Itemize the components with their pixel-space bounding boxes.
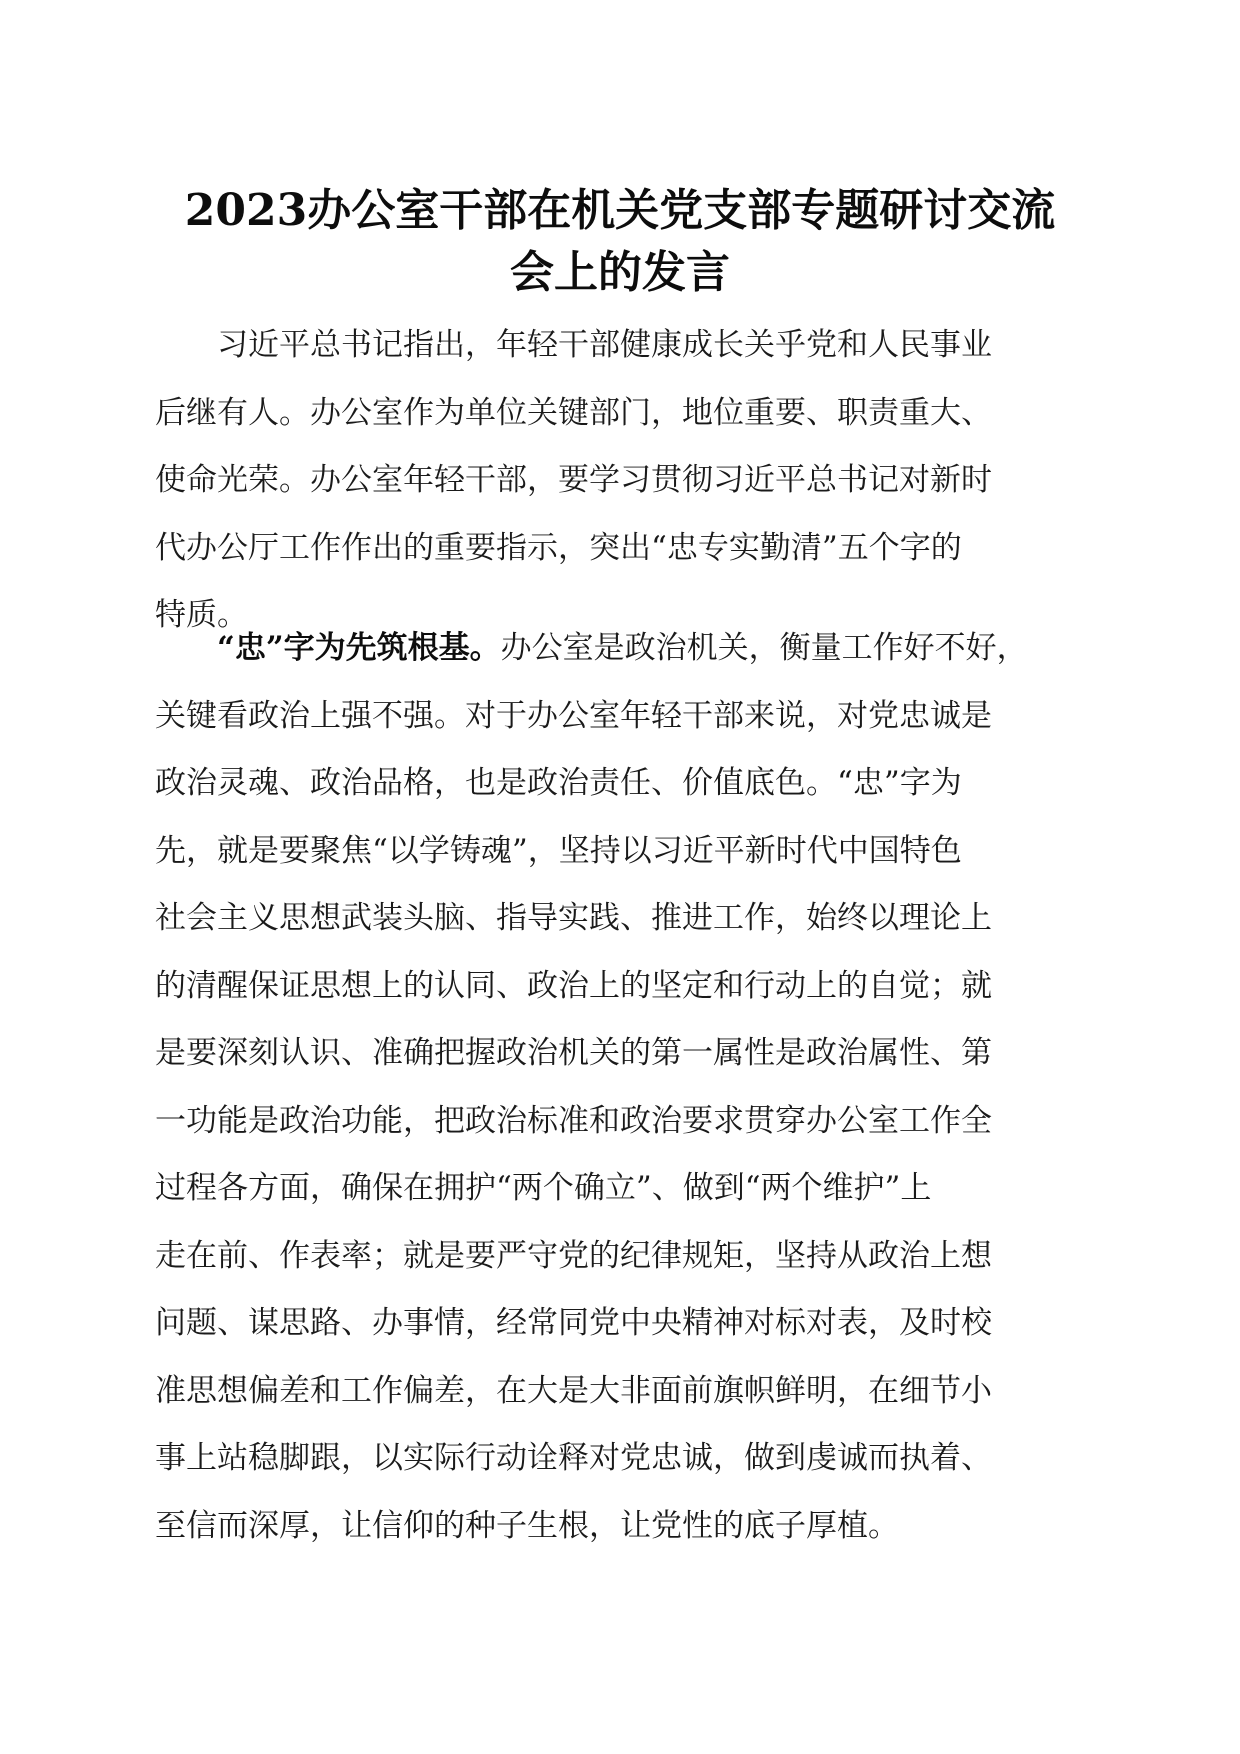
text-line: 一功能是政治功能，把政治标准和政治要求贯穿办公室工作全 <box>155 1102 992 1139</box>
paragraph-loyalty <box>155 615 1080 1560</box>
text-line: 后继有人。办公室作为单位关键部门，地位重要、职责重大、 <box>155 394 992 431</box>
paragraph-intro <box>155 312 1080 650</box>
text-line: 先，就是要聚焦“以学铸魂”，坚持以习近平新时代中国特色 <box>155 832 962 869</box>
text-line: 准思想偏差和工作偏差，在大是大非面前旗帜鲜明，在细节小 <box>155 1372 992 1409</box>
paragraph-lead-rest: 办公室是政治机关，衡量工作好不好， <box>500 630 1028 666</box>
text-line: 习近平总书记指出，年轻干部健康成长关乎党和人民事业 <box>155 327 992 363</box>
text-line: 问题、谋思路、办事情，经常同党中央精神对标对表，及时校 <box>155 1305 992 1341</box>
text-line: 关键看政治上强不强。对于办公室年轻干部来说，对党忠诚是 <box>155 697 992 734</box>
text-line: 至信而深厚，让信仰的种子生根，让党性的底子厚植。 <box>155 1507 899 1544</box>
title-line-2: 会上的发言 <box>510 247 730 298</box>
paragraph-lead-heading: “忠”字为先筑根基。 <box>155 630 501 666</box>
text-line: 社会主义思想武装头脑、指导实践、推进工作，始终以理论上 <box>155 900 992 936</box>
text-line: 政治灵魂、政治品格，也是政治责任、价值底色。“忠”字为 <box>155 765 962 801</box>
title-line-1: 2023办公室干部在机关党支部专题研讨交流 <box>184 185 1056 236</box>
document-title <box>150 180 1090 304</box>
text-line: 走在前、作表率；就是要严守党的纪律规矩，坚持从政治上想 <box>155 1237 992 1274</box>
text-line-first <box>155 615 1080 683</box>
text-line: 的清醒保证思想上的认同、政治上的坚定和行动上的自觉；就 <box>155 967 992 1004</box>
text-line: 是要深刻认识、准确把握政治机关的第一属性是政治属性、第 <box>155 1035 992 1071</box>
text-line: 使命光荣。办公室年轻干部，要学习贯彻习近平总书记对新时 <box>155 462 992 498</box>
text-line: 过程各方面，确保在拥护“两个确立”、做到“两个维护”上 <box>155 1170 932 1206</box>
text-line: 事上站稳脚跟，以实际行动诠释对党忠诚，做到虔诚而执着、 <box>155 1440 992 1476</box>
text-line: 特质。 <box>155 597 248 633</box>
text-line: 代办公厅工作作出的重要指示，突出“忠专实勤清”五个字的 <box>155 529 962 566</box>
